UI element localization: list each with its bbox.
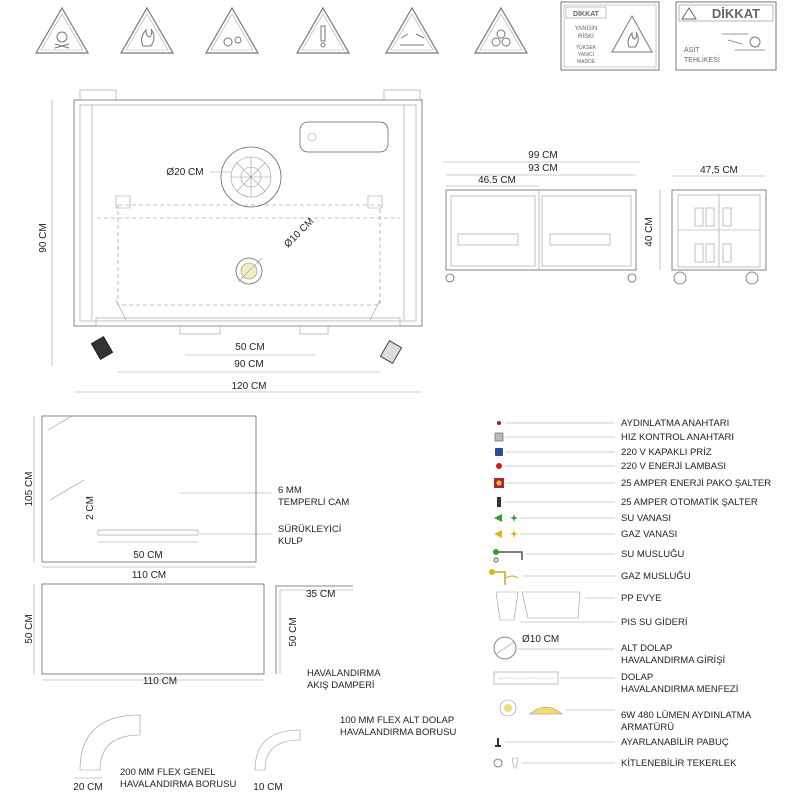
damper-width-label: 110 CM <box>142 676 178 687</box>
flex-ducts-drawing <box>73 715 456 793</box>
legend-label: GAZ VANASI <box>621 529 678 540</box>
legend-label: 25 AMPER OTOMATİK ŞALTER <box>621 497 758 508</box>
caster-wheel-icon <box>746 272 758 284</box>
legend-label: HIZ KONTROL ANAHTARI <box>621 432 734 443</box>
glass-height-label: 105 CM <box>24 471 35 507</box>
legend-label: 220 V KAPAKLI PRİZ <box>621 447 712 458</box>
height-90-label: 90 CM <box>38 223 49 253</box>
glass-type-label: 6 MM <box>278 485 302 496</box>
width-50-label: 50 CM <box>235 342 265 353</box>
acid-danger-sign <box>676 2 776 70</box>
cabinet-depth-label: 47,5 CM <box>700 165 738 176</box>
acid-sign-caution: DİKKAT <box>711 6 761 21</box>
flex-100-label: 100 MM FLEX ALT DOLAP <box>340 715 455 726</box>
damper-type-label: AKIŞ DAMPERİ <box>307 680 375 691</box>
legend-label: KİTLENEBİLİR TEKERLEK <box>621 758 737 769</box>
flammable-icon <box>612 16 652 52</box>
glass-panel-drawing <box>24 416 349 581</box>
fire-risk-sign <box>561 2 659 70</box>
duct-diameter-20-label: 20 CM <box>73 782 103 793</box>
gas-tap-icon <box>489 569 518 585</box>
duct-diameter-10-label: 10 CM <box>253 782 283 793</box>
cabinet-side-view <box>672 165 766 284</box>
lighting-switch-icon <box>497 421 501 425</box>
handle-width-label: 50 CM <box>133 550 163 561</box>
legend-label: 25 AMPER ENERJİ PAKO ŞALTER <box>621 478 772 489</box>
flammable-warning-icon <box>121 8 173 53</box>
water-valve-icon <box>494 514 518 522</box>
light-fixture-icon <box>500 700 562 716</box>
cabinet-vent-grille <box>458 234 518 245</box>
damper-type-label: HAVALANDIRMA <box>307 668 381 679</box>
hazard-signs <box>36 2 776 70</box>
fire-sign-line: YANICI <box>577 52 595 58</box>
top-view-drawing <box>38 90 422 392</box>
legend-label: AYARLANABİLİR PABUÇ <box>621 737 729 748</box>
damper-height-label: 50 CM <box>24 614 35 644</box>
cabinet-front-view <box>443 150 660 282</box>
legend-label: 220 V ENERJİ LAMBASI <box>621 461 727 472</box>
acid-sign-line: TEHLİKESİ <box>684 57 720 64</box>
flex-100-label: HAVALANDIRMA BORUSU <box>340 727 457 738</box>
pp-sink-icon <box>496 592 580 620</box>
legend-label: GAZ MUSLUĞU <box>621 571 691 582</box>
lockable-wheel-icon <box>494 758 518 768</box>
speed-control-icon <box>495 433 503 441</box>
handle-type-label: SÜRÜKLEYİCİ <box>278 524 342 535</box>
vent-inlet-diameter-label: Ø10 CM <box>522 634 560 645</box>
equipment-legend <box>489 418 771 769</box>
corrosive-warning-icon <box>386 8 438 53</box>
width-90-label: 90 CM <box>234 359 264 370</box>
cabinet-width-93-label: 93 CM <box>528 163 558 174</box>
main-fan-icon <box>221 147 281 207</box>
glass-width-label: 110 CM <box>131 570 167 581</box>
hood-outlet-slot <box>300 122 388 152</box>
caster-wheel-icon <box>628 274 636 282</box>
corrosive-icon <box>722 34 765 50</box>
vent-diameter-label: Ø10 CM <box>282 216 317 251</box>
fire-sign-line: YÜKSEK <box>575 45 597 51</box>
width-120-label: 120 CM <box>231 381 267 392</box>
flex-200-label: HAVALANDIRMA BORUSU <box>120 779 237 790</box>
fire-sign-line: MADDE <box>576 59 596 65</box>
legend-label: SU VANASI <box>621 513 671 524</box>
bottles-icon <box>695 208 731 262</box>
auto-switch-icon <box>497 497 501 507</box>
legend-label: ARMATÜRÜ <box>621 722 675 733</box>
legend-label: DOLAP <box>621 672 654 683</box>
fire-sign-line: RİSKİ <box>578 34 594 40</box>
legend-label: 6W 480 LÜMEN AYDINLATMA <box>621 710 752 721</box>
explosive-warning-icon <box>206 8 258 53</box>
legend-label: SU MUSLUĞU <box>621 549 685 560</box>
sliding-handle <box>98 530 198 535</box>
cabinet-vent-grille <box>550 234 610 245</box>
legend-label: AYDINLATMA ANAHTARI <box>621 418 730 429</box>
flex-duct-200-icon <box>80 715 140 770</box>
damper-depth-50-label: 50 CM <box>288 617 299 647</box>
legend-label: HAVALANDIRMA MENFEZİ <box>621 684 739 695</box>
cabinet-width-99-label: 99 CM <box>528 150 558 161</box>
toxic-warning-icon <box>36 8 88 53</box>
exclamation-warning-icon <box>297 8 349 53</box>
fire-sign-line: YANGIN <box>574 26 598 32</box>
flex-200-label: 200 MM FLEX GENEL <box>120 767 216 778</box>
water-tap-icon <box>493 549 522 562</box>
biohazard-warning-icon <box>475 8 527 53</box>
damper-drawing <box>24 584 381 691</box>
legend-label: ALT DOLAP <box>621 643 673 654</box>
legend-label: PP EVYE <box>621 593 662 604</box>
handle-height-label: 2 CM <box>85 496 96 520</box>
cabinet-height-40-label: 40 CM <box>644 217 655 247</box>
acid-sign-line: ASİT <box>684 47 700 54</box>
caster-wheel-icon <box>674 272 686 284</box>
cabinet-width-46-label: 46.5 CM <box>478 175 516 186</box>
damper-depth-35-label: 35 CM <box>306 589 336 600</box>
legend-label: PIS SU GİDERİ <box>621 617 688 628</box>
glass-type-label: TEMPERLİ CAM <box>278 497 350 508</box>
socket-icon <box>495 448 503 456</box>
legend-label: HAVALANDIRMA GİRİŞİ <box>621 655 726 666</box>
gas-valve-icon <box>494 530 518 538</box>
caster-wheel-icon <box>446 274 454 282</box>
flex-duct-100-icon <box>255 730 300 770</box>
adjustable-foot-icon <box>495 738 501 747</box>
power-lamp-icon <box>496 463 502 469</box>
fire-sign-caution: DİKKAT <box>573 11 599 18</box>
handle-type-label: KULP <box>278 536 303 547</box>
fan-diameter-label: Ø20 CM <box>166 167 204 178</box>
